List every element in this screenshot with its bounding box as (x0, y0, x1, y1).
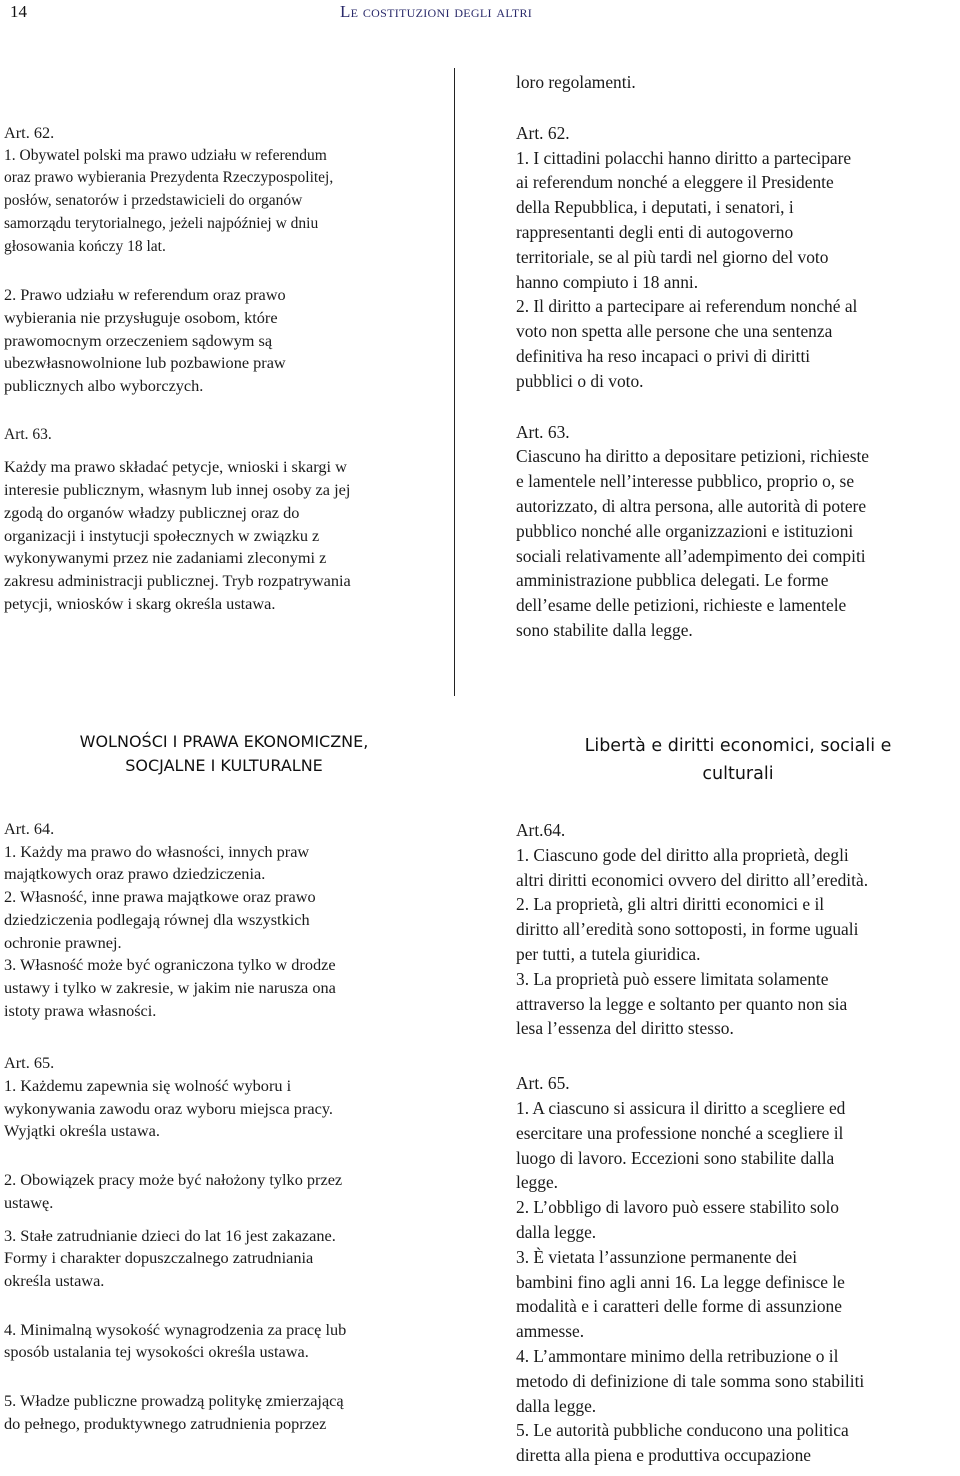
art65-heading-pl: Art. 65. (4, 1053, 55, 1073)
art65-paragraph-2-it: 2. L’obbligo di lavoro può essere stabilito solo dalla legge. (516, 1197, 839, 1242)
art65-paragraph-5-it: 5. Le autorità pubbliche conducono una politica diretta alla piena e produttiva occupazione (516, 1420, 849, 1466)
column-divider (454, 68, 455, 696)
italian-column-top (516, 70, 960, 643)
art62-paragraph-2-pl: 2. Prawo udziału w referendum oraz prawo wybierania nie przysługuje osobom, które prawomocnym orzeczeniem sądowym są ubezwłasnowolnione lub pozbawione praw publicznych albo wyborczych. (4, 285, 286, 396)
section-title-it: Libertà e diritti economici, sociali e culturali (584, 736, 892, 784)
art64-paragraph-3-it: 3. La proprietà può essere limitata solamente attraverso la legge e soltanto per quanto non sia lesa l’essenza del diritto stesso. (516, 968, 848, 1039)
art65-paragraph-4-pl: 4. Minimalną wysokość wynagrodzenia za pracę lub sposób ustalania tej wysokości określa ustawa. (4, 1319, 347, 1362)
art65-paragraph-1-pl: 1. Każdemu zapewnia się wolność wyboru i wykonywania zawodu oraz wyboru miejsca pracy. Wyjątki określa ustawa. (4, 1076, 333, 1141)
art65-paragraph-5-pl: 5. Władze publiczne prowadzą politykę zmierzającą do pełnego, produktywnego zatrudnienia poprzez (4, 1391, 344, 1433)
art62-heading-it: Art. 62. (516, 122, 570, 143)
polish-column-bottom (4, 818, 444, 1435)
art65-paragraph-1-it: 1. A ciascuno si assicura il diritto a scegliere ed esercitare una professione nonché a scegliere il luogo di lavoro. Eccezioni sono stabilite dalla legge. (516, 1097, 846, 1193)
art65-paragraph-4-it: 4. L’ammontare minimo della retribuzione o il metodo di definizione di tale somma sono stabiliti dalla legge. (516, 1345, 865, 1416)
polish-column-top (4, 122, 444, 615)
art63-heading-pl: Art. 63. (4, 425, 52, 443)
art62-paragraph-2-it: 2. Il diritto a partecipare ai referendum nonché al voto non spetta alle persone che una sentenza definitiva ha reso incapaci o privi di diritti pubblici o di voto. (516, 296, 858, 391)
art65-paragraph-2-pl: 2. Obowiązek pracy może być nałożony tylko przez ustawę. (4, 1170, 343, 1212)
art64-paragraph-2-pl: 2. Własność, inne prawa majątkowe oraz prawo dziedziczenia podlegają równej dla wszystkich ochronie prawnej. (4, 887, 316, 952)
art63-paragraph-it: Ciascuno ha diritto a depositare petizioni, richieste e lamentele nell’interesse pubblico, proprio o, se autorizzato, di altra persona, alle autorità di potere pubblico nonché alle organizzazioni e istituzioni sociali relativamente all’adempimento dei compiti amministrazione pubblica delegati. Le forme dell’esame delle petizioni, richieste e lamentele sono stabilite dalla legge. (516, 446, 870, 640)
continuation-it: loro regolamenti. (516, 72, 636, 92)
art65-heading-it: Art. 65. (516, 1073, 570, 1094)
art64-paragraph-1-it: 1. Ciascuno gode del diritto alla proprietà, degli altri diritti economici ovvero del diritto all’eredità. (516, 844, 869, 890)
art63-heading-it: Art. 63. (516, 421, 570, 442)
art64-paragraph-2-it: 2. La proprietà, gli altri diritti economici e il diritto all’eredità sono sottoposti, in forme uguali per tutti, a tutela giuridica. (516, 894, 859, 964)
art64-paragraph-1-pl: 1. Każdy ma prawo do własności, innych praw majątkowych oraz prawo dziedziczenia. (4, 841, 310, 884)
italian-column-bottom (516, 818, 960, 1468)
page-number: 14 (10, 2, 27, 21)
art64-paragraph-3-pl: 3. Własność może być ograniczona tylko w drodze ustawy i tylko w zakresie, w jakim nie narusza ona istoty prawa własności. (4, 955, 336, 1020)
art65-paragraph-3-pl: 3. Stałe zatrudnianie dzieci do lat 16 jest zakazane. Formy i charakter dopuszczalnego zatrudniania określa ustawa. (4, 1225, 336, 1290)
art63-paragraph-pl: Każdy ma prawo składać petycje, wnioski i skargi w interesie publicznym, własnym lub innej osoby za jej zgodą do organów władzy publicznej oraz do organizacji i instytucji społecznych w związku z wykonywanymi przez nie zadaniami zleconymi z zakresu administracji publicznej. Tryb rozpatrywania petycji, wniosków i skarg określa ustawa. (4, 457, 351, 613)
section-title-pl: WOLNOŚCI I PRAWA EKONOMICZNE, SOCJALNE I KULTURALNE (79, 732, 369, 775)
art65-paragraph-3-it: 3. È vietata l’assunzione permanente dei bambini fino agli anni 16. La legge definisce le modalità e i caratteri delle forme di assunzione ammesse. (516, 1246, 845, 1342)
art62-paragraph-1-pl: 1. Obywatel polski ma prawo udziału w referendum oraz prawo wybierania Prezydenta Rzeczypospolitej, posłów, senatorów i przedstawicieli do organów samorządu terytorialnego, jeżeli najpóźniej w dniu głosowania kończy 18 lat. (4, 146, 334, 255)
art62-heading-pl: Art. 62. (4, 123, 55, 142)
art62-paragraph-1-it: 1. I cittadini polacchi hanno diritto a partecipare ai referendum nonché a eleggere il Presidente della Repubblica, i deputati, i senatori, i rappresentanti degli enti di autogoverno territoriale, se al più tardi nel giorno del voto hanno compiuto i 18 anni. (516, 147, 852, 292)
art64-heading-pl: Art. 64. (4, 819, 55, 838)
running-title: Le costituzioni degli altri (340, 2, 533, 21)
art64-heading-it: Art.64. (516, 820, 566, 840)
